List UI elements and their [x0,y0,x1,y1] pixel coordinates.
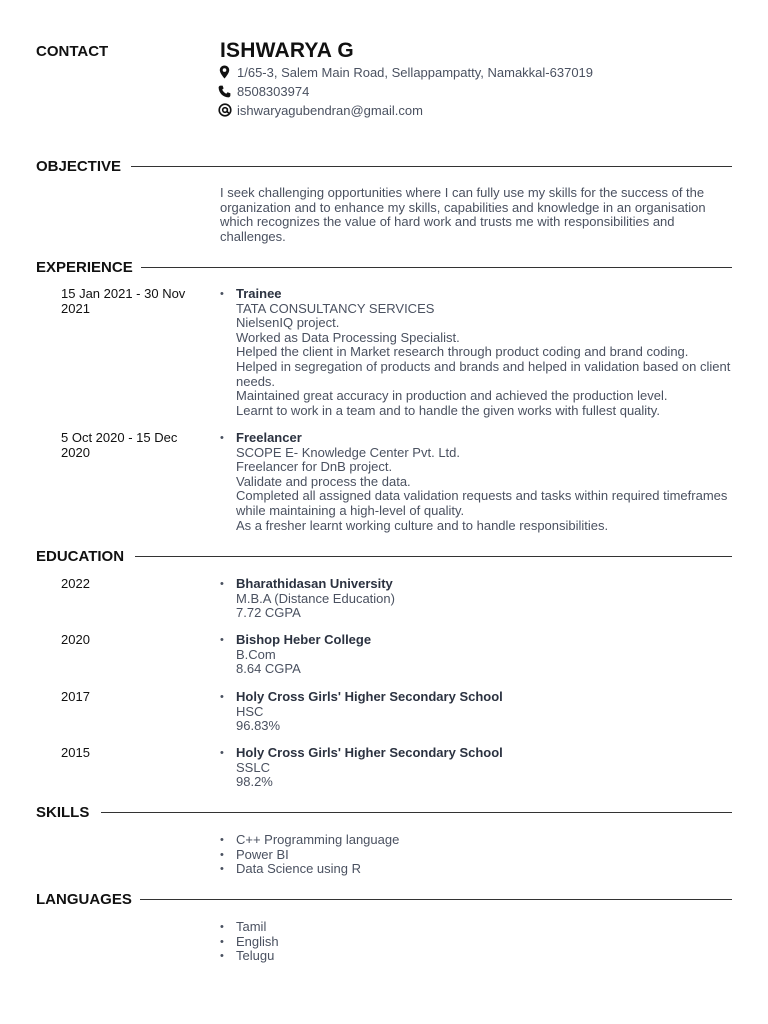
list-item [220,287,732,418]
score: 96.83% [236,718,281,734]
score: 7.72 CGPA [236,605,301,621]
job-detail: NielsenIQ project. [236,315,340,331]
experience-divider [141,267,732,268]
school-name: • Bishop Heber College [236,632,372,647]
experience-date: 5 Oct 2020 - 15 Dec 2020 [61,430,178,460]
job-detail: As a fresher learnt working culture and to handle responsibilities. [236,517,609,533]
objective-divider [131,166,732,167]
job-detail: Learnt to work in a team and to handle the given works with fullest quality. [236,402,660,418]
degree: M.B.A (Distance Education) [236,590,395,606]
education-year: 2015 [61,745,90,760]
degree: B.Com [236,646,276,662]
job-detail: TATA CONSULTANCY SERVICES [236,300,435,316]
education-entry [220,690,732,734]
experience-date: 15 Jan 2021 - 30 Nov 2021 [61,286,186,316]
languages-list [220,920,732,964]
experience-entry [220,287,732,418]
location-pin-icon [217,65,232,80]
email-text: ishwaryagubendran@gmail.com [237,102,423,118]
experience-entry [220,431,732,533]
skills-divider [101,812,732,813]
job-role: • Trainee [236,286,282,301]
job-detail: Worked as Data Processing Specialist. [236,329,460,345]
job-detail: Maintained great accuracy in production and achieved the production level. [236,388,668,404]
school-name: • Holy Cross Girls' Higher Secondary School [236,689,503,704]
objective-heading: OBJECTIVE [36,158,122,175]
education-year: 2022 [61,576,90,591]
languages-heading: LANGUAGES [36,891,132,908]
languages-divider [140,899,732,900]
objective-text: I seek challenging opportunities where I can fully use my skills for the success of the organization and to enhance my skills, capabilities and knowledge in an organisation which recognizes the value of hard work and trusts me with responsibilities and challenges. [220,185,706,244]
job-detail: Freelancer for DnB project. [236,459,393,475]
phone-line [217,83,309,99]
education-entry [220,577,732,621]
list-item: • Power BI [220,848,732,863]
list-item: • C++ Programming language [220,833,732,848]
list-item [220,690,732,734]
list-item [220,746,732,790]
phone-text: 8508303974 [237,83,310,99]
list-item [220,577,732,621]
education-heading: EDUCATION [36,548,125,565]
education-divider [135,556,732,557]
experience-heading: EXPERIENCE [36,259,133,276]
at-sign-icon [217,103,232,118]
skills-heading: SKILLS [36,804,90,821]
degree: HSC [236,703,264,719]
job-detail: Validate and process the data. [236,473,411,489]
score: 98.2% [236,774,273,790]
list-item: • Data Science using R [220,862,732,877]
job-detail: SCOPE E- Knowledge Center Pvt. Ltd. [236,444,460,460]
list-item: • Tamil [220,920,732,935]
education-entry [220,746,732,790]
list-item [220,431,732,533]
school-name: • Bharathidasan University [236,576,393,591]
education-year: 2017 [61,689,90,704]
score: 8.64 CGPA [236,661,301,677]
contact-heading: CONTACT [36,43,109,60]
job-detail: Completed all assigned data validation requests and tasks within required timeframes while maintaining a high-level of quality. [236,488,728,518]
list-item [220,633,732,677]
degree: SSLC [236,759,270,775]
list-item: • Telugu [220,949,732,964]
school-name: • Holy Cross Girls' Higher Secondary School [236,745,503,760]
education-year: 2020 [61,632,90,647]
list-item: • English [220,935,732,950]
phone-icon [217,84,232,99]
job-detail: Helped the client in Market research through product coding and brand coding. [236,344,689,360]
job-detail: Helped in segregation of products and brands and helped in validation based on client needs. [236,358,731,389]
job-role: • Freelancer [236,430,302,445]
skills-list [220,833,732,877]
education-entry [220,633,732,677]
email-line [217,102,423,118]
address-text: 1/65-3, Salem Main Road, Sellappampatty, Namakkal-637019 [237,64,594,80]
candidate-name: ISHWARYA G [220,39,354,62]
address-line [217,64,593,80]
